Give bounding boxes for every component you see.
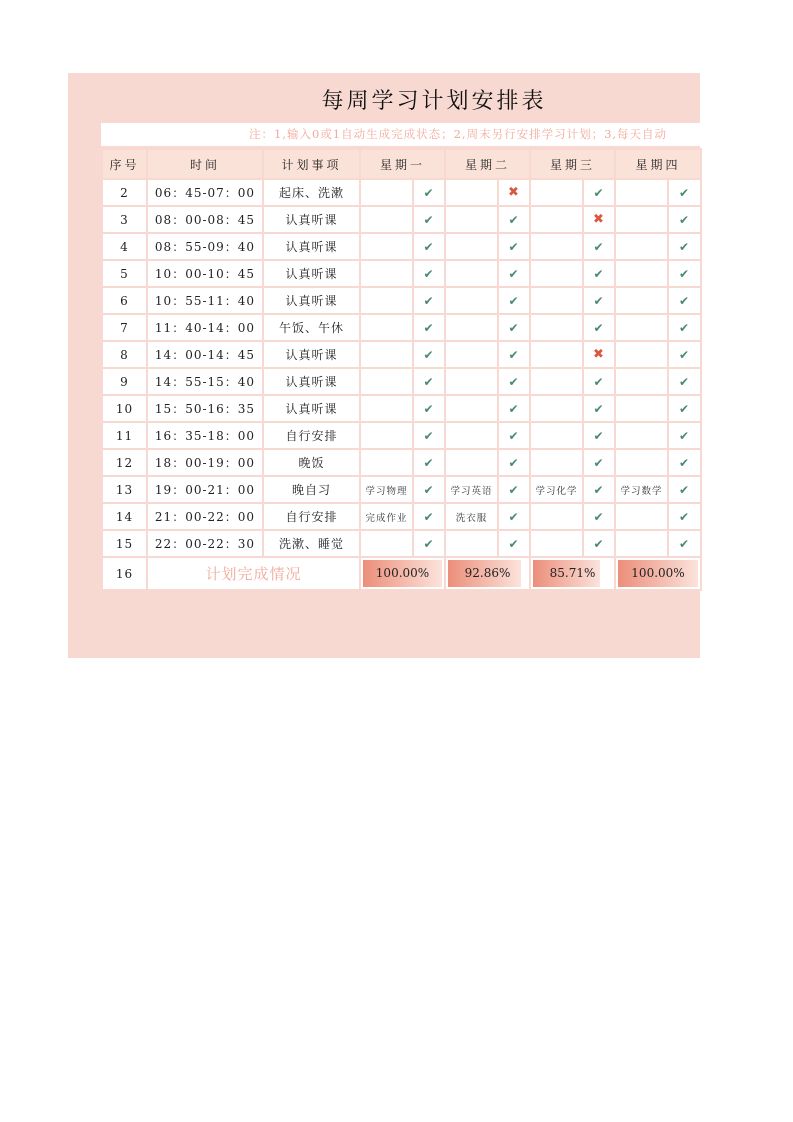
day-note-cell[interactable]: 学习化学	[530, 476, 583, 503]
check-icon: ✔	[423, 185, 435, 200]
table-row	[102, 341, 701, 368]
table-row	[102, 395, 701, 422]
day-note-cell[interactable]	[360, 530, 413, 557]
status-cell[interactable]	[583, 449, 615, 476]
day-note-cell[interactable]	[530, 287, 583, 314]
status-cell[interactable]	[668, 503, 701, 530]
note-row: 注：1,输入0或1自动生成完成状态；2,周末另行安排学习计划；3,每天自动	[101, 123, 700, 146]
status-cell[interactable]	[413, 179, 445, 206]
status-cell[interactable]	[498, 422, 530, 449]
table-row	[102, 503, 701, 530]
day-note-cell[interactable]	[360, 260, 413, 287]
page-title: 每周学习计划安排表	[321, 89, 547, 114]
completion-databar	[616, 558, 700, 589]
check-icon: ✔	[508, 374, 520, 389]
cell-task[interactable]: 午饭、午休	[263, 314, 360, 341]
check-icon: ✔	[678, 212, 691, 227]
table-row	[102, 422, 701, 449]
check-icon: ✔	[678, 293, 691, 308]
cell-time[interactable]: 08：55-09：40	[147, 233, 263, 260]
status-cell[interactable]	[498, 503, 530, 530]
day-note-cell[interactable]	[360, 449, 413, 476]
day-note-cell[interactable]	[530, 179, 583, 206]
status-cell[interactable]	[668, 341, 701, 368]
status-cell[interactable]	[498, 260, 530, 287]
day-note-cell[interactable]	[445, 395, 498, 422]
check-icon: ✔	[678, 536, 691, 551]
day-note-cell[interactable]	[615, 314, 668, 341]
check-icon: ✔	[423, 428, 435, 443]
check-icon: ✔	[678, 239, 691, 254]
completion-value: 85.71%	[549, 566, 596, 580]
table-row	[102, 179, 701, 206]
check-icon: ✔	[678, 401, 691, 416]
day-note-cell[interactable]	[530, 368, 583, 395]
cell-task[interactable]: 认真听课	[263, 260, 360, 287]
cell-time[interactable]: 19：00-21：00	[147, 476, 263, 503]
check-icon: ✔	[423, 239, 435, 254]
status-cell[interactable]	[498, 395, 530, 422]
check-icon: ✔	[423, 347, 435, 362]
status-cell[interactable]	[668, 287, 701, 314]
status-cell[interactable]	[583, 206, 615, 233]
cell-task[interactable]: 洗漱、睡觉	[263, 530, 360, 557]
column-header: 星期四	[615, 149, 701, 179]
day-note-cell[interactable]	[445, 314, 498, 341]
completion-databar	[446, 558, 529, 589]
cell-time[interactable]: 06：45-07：00	[147, 179, 263, 206]
status-cell[interactable]	[583, 422, 615, 449]
check-icon: ✔	[678, 455, 691, 470]
day-note-cell[interactable]	[530, 260, 583, 287]
check-icon: ✔	[508, 428, 520, 443]
column-header: 序号	[102, 149, 147, 179]
day-note-cell[interactable]	[530, 341, 583, 368]
day-note-cell[interactable]	[445, 422, 498, 449]
day-note-cell[interactable]	[445, 260, 498, 287]
status-cell[interactable]	[668, 476, 701, 503]
check-icon: ✔	[593, 455, 605, 470]
day-note-cell[interactable]: 学习英语	[445, 476, 498, 503]
day-note-cell[interactable]: 学习数学	[615, 476, 668, 503]
completion-value: 100.00%	[375, 566, 430, 580]
day-note-cell[interactable]	[615, 503, 668, 530]
status-cell[interactable]	[583, 287, 615, 314]
status-cell[interactable]	[498, 233, 530, 260]
status-cell[interactable]	[498, 449, 530, 476]
cell-task[interactable]: 晚饭	[263, 449, 360, 476]
cell-task[interactable]: 起床、洗漱	[263, 179, 360, 206]
check-icon: ✔	[423, 293, 435, 308]
status-cell[interactable]	[583, 260, 615, 287]
check-icon: ✔	[593, 266, 605, 281]
day-note-cell[interactable]	[615, 395, 668, 422]
cell-no[interactable]: 13	[102, 476, 147, 503]
check-icon: ✔	[593, 482, 605, 497]
cell-no[interactable]: 12	[102, 449, 147, 476]
column-header: 星期一	[360, 149, 445, 179]
cell-time[interactable]: 18：00-19：00	[147, 449, 263, 476]
status-cell[interactable]	[583, 233, 615, 260]
cell-no[interactable]: 6	[102, 287, 147, 314]
status-cell[interactable]	[668, 233, 701, 260]
day-note-cell[interactable]	[445, 449, 498, 476]
status-cell[interactable]	[668, 314, 701, 341]
cell-time[interactable]: 16：35-18：00	[147, 422, 263, 449]
status-cell[interactable]	[668, 449, 701, 476]
status-cell[interactable]	[668, 422, 701, 449]
status-cell[interactable]	[583, 476, 615, 503]
check-icon: ✔	[678, 320, 691, 335]
status-cell[interactable]	[413, 368, 445, 395]
status-cell[interactable]	[413, 503, 445, 530]
completion-cell	[445, 557, 530, 590]
column-header: 计划事项	[263, 149, 360, 179]
check-icon: ✔	[678, 185, 691, 200]
status-cell[interactable]	[583, 530, 615, 557]
day-note-cell[interactable]	[360, 287, 413, 314]
status-cell[interactable]	[413, 341, 445, 368]
check-icon: ✔	[423, 509, 435, 524]
cell-time[interactable]: 11：40-14：00	[147, 314, 263, 341]
day-note-cell[interactable]	[615, 260, 668, 287]
day-note-cell[interactable]	[530, 422, 583, 449]
column-header: 星期三	[530, 149, 615, 179]
check-icon: ✔	[593, 293, 605, 308]
status-cell[interactable]	[668, 530, 701, 557]
cross-icon: ✖	[593, 347, 605, 362]
check-icon: ✔	[508, 536, 520, 551]
status-cell[interactable]	[413, 476, 445, 503]
status-cell[interactable]	[498, 206, 530, 233]
table-row	[102, 287, 701, 314]
day-note-cell[interactable]	[530, 530, 583, 557]
status-cell[interactable]	[668, 395, 701, 422]
status-cell[interactable]	[498, 341, 530, 368]
status-cell[interactable]	[413, 206, 445, 233]
cell-no[interactable]: 2	[102, 179, 147, 206]
day-note-cell[interactable]	[360, 179, 413, 206]
day-note-cell[interactable]	[530, 449, 583, 476]
cell-no[interactable]: 5	[102, 260, 147, 287]
cell-no[interactable]: 9	[102, 368, 147, 395]
check-icon: ✔	[508, 293, 520, 308]
cell-task[interactable]: 认真听课	[263, 341, 360, 368]
check-icon: ✔	[593, 320, 605, 335]
check-icon: ✔	[508, 347, 520, 362]
day-note-cell[interactable]	[360, 314, 413, 341]
cell-task[interactable]: 认真听课	[263, 233, 360, 260]
check-icon: ✔	[508, 266, 520, 281]
check-icon: ✔	[508, 455, 520, 470]
day-note-cell[interactable]	[615, 179, 668, 206]
table-row	[102, 233, 701, 260]
status-cell[interactable]	[498, 530, 530, 557]
cell-time[interactable]: 14：55-15：40	[147, 368, 263, 395]
status-cell[interactable]	[583, 179, 615, 206]
cell-no[interactable]: 14	[102, 503, 147, 530]
day-note-cell[interactable]	[445, 179, 498, 206]
day-note-cell[interactable]	[615, 530, 668, 557]
day-note-cell[interactable]	[530, 395, 583, 422]
day-note-cell[interactable]	[445, 206, 498, 233]
cell-time[interactable]: 08：00-08：45	[147, 206, 263, 233]
day-note-cell[interactable]	[360, 368, 413, 395]
completion-cell	[360, 557, 445, 590]
cell-task[interactable]: 认真听课	[263, 206, 360, 233]
cell-no[interactable]: 3	[102, 206, 147, 233]
completion-value: 92.86%	[464, 566, 511, 580]
day-note-cell[interactable]	[360, 206, 413, 233]
check-icon: ✔	[423, 266, 435, 281]
cell-task[interactable]: 晚自习	[263, 476, 360, 503]
check-icon: ✔	[508, 212, 520, 227]
table-row	[102, 476, 701, 503]
table-row	[102, 206, 701, 233]
table-row	[102, 260, 701, 287]
status-cell[interactable]	[413, 287, 445, 314]
check-icon: ✔	[678, 428, 691, 443]
cell-task[interactable]: 认真听课	[263, 287, 360, 314]
check-icon: ✔	[593, 374, 605, 389]
day-note-cell[interactable]	[445, 233, 498, 260]
cell-time[interactable]: 21：00-22：00	[147, 503, 263, 530]
check-icon: ✔	[508, 482, 520, 497]
status-cell[interactable]	[413, 395, 445, 422]
check-icon: ✔	[678, 347, 691, 362]
day-note-cell[interactable]	[615, 422, 668, 449]
status-cell[interactable]	[668, 179, 701, 206]
day-note-cell[interactable]	[615, 449, 668, 476]
status-cell[interactable]	[498, 287, 530, 314]
cell-no[interactable]: 8	[102, 341, 147, 368]
status-cell[interactable]	[413, 260, 445, 287]
status-cell[interactable]	[498, 368, 530, 395]
check-icon: ✔	[593, 509, 605, 524]
status-cell[interactable]	[498, 314, 530, 341]
check-icon: ✔	[678, 509, 691, 524]
day-note-cell[interactable]	[360, 341, 413, 368]
status-cell[interactable]	[583, 314, 615, 341]
check-icon: ✔	[423, 482, 435, 497]
check-icon: ✔	[423, 401, 435, 416]
day-note-cell[interactable]	[445, 341, 498, 368]
cell-no[interactable]: 15	[102, 530, 147, 557]
day-note-cell[interactable]	[360, 422, 413, 449]
check-icon: ✔	[423, 320, 435, 335]
completion-databar	[531, 558, 614, 589]
day-note-cell[interactable]: 完成作业	[360, 503, 413, 530]
check-icon: ✔	[593, 239, 605, 254]
day-note-cell[interactable]	[615, 368, 668, 395]
status-cell[interactable]	[413, 530, 445, 557]
cell-task[interactable]: 认真听课	[263, 368, 360, 395]
cross-icon: ✖	[593, 212, 605, 227]
cell-time[interactable]: 10：55-11：40	[147, 287, 263, 314]
column-header: 时间	[147, 149, 263, 179]
check-icon: ✔	[423, 455, 435, 470]
day-note-cell[interactable]	[530, 503, 583, 530]
plan-table	[101, 148, 702, 591]
day-note-cell[interactable]	[615, 206, 668, 233]
cell-task[interactable]: 自行安排	[263, 422, 360, 449]
table-row	[102, 530, 701, 557]
status-cell[interactable]	[498, 179, 530, 206]
completion-databar	[361, 558, 444, 589]
status-cell[interactable]	[583, 395, 615, 422]
check-icon: ✔	[508, 401, 520, 416]
status-cell[interactable]	[413, 233, 445, 260]
check-icon: ✔	[423, 212, 435, 227]
cell-no[interactable]: 10	[102, 395, 147, 422]
day-note-cell[interactable]	[445, 368, 498, 395]
cross-icon: ✖	[508, 185, 520, 200]
completion-value: 100.00%	[631, 566, 685, 580]
cell-no: 16	[102, 557, 147, 590]
table-row	[102, 368, 701, 395]
check-icon: ✔	[508, 509, 520, 524]
day-note-cell[interactable]	[445, 287, 498, 314]
completion-cell	[615, 557, 701, 590]
table-row	[102, 449, 701, 476]
check-icon: ✔	[508, 320, 520, 335]
day-note-cell[interactable]	[360, 395, 413, 422]
day-note-cell[interactable]: 洗衣服	[445, 503, 498, 530]
status-cell[interactable]	[498, 476, 530, 503]
cell-no[interactable]: 4	[102, 233, 147, 260]
check-icon: ✔	[423, 536, 435, 551]
completion-cell	[530, 557, 615, 590]
check-icon: ✔	[593, 185, 605, 200]
cell-time[interactable]: 22：00-22：30	[147, 530, 263, 557]
day-note-cell[interactable]	[615, 287, 668, 314]
header-row	[102, 149, 701, 179]
status-cell[interactable]	[583, 503, 615, 530]
table-row	[102, 314, 701, 341]
day-note-cell[interactable]	[445, 530, 498, 557]
check-icon: ✔	[508, 239, 520, 254]
day-note-cell[interactable]	[530, 314, 583, 341]
check-icon: ✔	[593, 401, 605, 416]
cell-no[interactable]: 11	[102, 422, 147, 449]
cell-task[interactable]: 自行安排	[263, 503, 360, 530]
day-note-cell[interactable]	[615, 233, 668, 260]
column-header: 星期二	[445, 149, 530, 179]
check-icon: ✔	[593, 536, 605, 551]
day-note-cell[interactable]: 学习物理	[360, 476, 413, 503]
check-icon: ✔	[593, 428, 605, 443]
status-cell[interactable]	[583, 341, 615, 368]
status-cell[interactable]	[668, 368, 701, 395]
check-icon: ✔	[678, 266, 691, 281]
status-cell[interactable]	[583, 368, 615, 395]
cell-time[interactable]: 14：00-14：45	[147, 341, 263, 368]
status-cell[interactable]	[668, 260, 701, 287]
summary-row	[102, 557, 701, 590]
status-cell[interactable]	[413, 314, 445, 341]
status-cell[interactable]	[413, 422, 445, 449]
day-note-cell[interactable]	[615, 341, 668, 368]
check-icon: ✔	[678, 482, 691, 497]
check-icon: ✔	[423, 374, 435, 389]
cell-time[interactable]: 10：00-10：45	[147, 260, 263, 287]
day-note-cell[interactable]	[530, 206, 583, 233]
day-note-cell[interactable]	[530, 233, 583, 260]
day-note-cell[interactable]	[360, 233, 413, 260]
check-icon: ✔	[678, 374, 691, 389]
cell-time[interactable]: 15：50-16：35	[147, 395, 263, 422]
cell-no[interactable]: 7	[102, 314, 147, 341]
status-cell[interactable]	[668, 206, 701, 233]
cell-task[interactable]: 认真听课	[263, 395, 360, 422]
status-cell[interactable]	[413, 449, 445, 476]
summary-label: 计划完成情况	[147, 557, 360, 590]
